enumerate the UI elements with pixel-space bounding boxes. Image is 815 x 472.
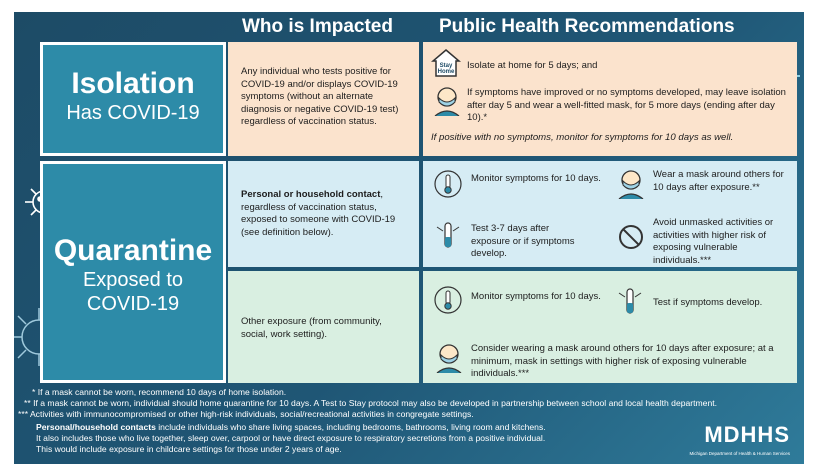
isolation-who-cell [228,42,419,156]
contacts-line-2: It also includes those who live together, sleep over, carpool or have direct exposure to respiratory secretions from a positive individual. [36,433,546,443]
masked-person-icon [433,341,465,373]
q1-mask: Wear a mask around others for 10 days after exposure.** [653,169,784,193]
isolation-subtitle: Has COVID-19 [66,102,200,124]
mdhhs-logo-subtitle: Michigan Department of Health & Human Services [689,451,790,456]
q2-mask: Consider wearing a mask around others for 10 days after exposure; at a minimum, mask in settings with higher risk of exposing vulnerable individuals.*** [471,343,774,379]
contacts-line-1: include individuals who share living spaces, including bedrooms, bathrooms, living room and kitchens. [155,422,546,432]
mdhhs-logo: MDHHS [704,422,790,447]
isolation-label [40,42,226,156]
public-health-header: Public Health Recommendations [439,16,735,37]
test-swab-icon [433,219,463,253]
thermometer-icon [433,285,463,315]
quarantine-label [40,161,226,383]
no-symbol-icon [617,223,645,251]
masked-person-icon [615,167,647,199]
other-exposure-text: Other exposure (from community, social, work setting). [241,316,382,340]
isolation-rec-3: If positive with no symptoms, monitor for symptoms for 10 days as well. [431,132,734,143]
quarantine-subtitle-1: Exposed to [82,269,184,291]
q2-test: Test if symptoms develop. [653,297,763,308]
isolation-rec-1: Isolate at home for 5 days; and [467,60,598,71]
q1-monitor: Monitor symptoms for 10 days. [471,173,601,184]
contacts-line-3: This would include exposure in childcare settings for those under 2 years of age. [36,444,342,454]
infographic [14,12,804,464]
footnote-1: * If a mask cannot be worn, recommend 10 days of home isolation. [32,387,287,397]
household-contact-recommendations-cell [423,161,797,267]
household-contact-text [241,189,411,239]
household-contact-rest: , regardless of vaccination status, exposed to someone with COVID-19 (see definition below). [241,189,396,238]
q1-avoid: Avoid unmasked activities or activities with higher risk of exposing vulnerable individuals.*** [653,217,774,266]
other-exposure-who-cell [228,271,419,383]
stay-home-icon [431,48,461,78]
isolation-rec-2: If symptoms have improved or no symptoms developed, may leave isolation after day 5 and wear a well-fitted mask, for 5 more days (ending after day 10).* [467,87,786,123]
isolation-who-text: Any individual who tests positive for COVID-19 and/or displays COVID-19 symptoms (without an alternate diagnosis or negative COVID-19 test) regardless of vaccination status. [241,66,399,127]
isolation-recommendations-cell [423,42,797,156]
q1-test: Test 3-7 days after exposure or if symptoms develop. [471,223,575,259]
thermometer-icon [433,169,463,199]
masked-person-icon [431,84,463,116]
footnote-2: ** If a mask cannot be worn, individual should home quarantine for 10 days. A Test to Stay protocol may also be developed in partnership between school and local health department. [24,398,718,408]
footnote-3: *** Activities with immunocompromised or other high-risk individuals, social/recreational activities in congregate settings. [18,409,474,419]
contacts-definition [36,422,676,455]
quarantine-subtitle-2: COVID-19 [86,293,180,315]
svg-text:Home: Home [437,69,455,75]
q2-monitor: Monitor symptoms for 10 days. [471,291,601,302]
who-impacted-header: Who is Impacted [242,16,393,37]
svg-text:Stay: Stay [439,63,453,69]
quarantine-title: Quarantine [53,234,213,267]
household-contact-bold: Personal or household contact [241,189,381,200]
other-exposure-recommendations-cell [423,271,797,383]
isolation-title: Isolation [71,67,195,100]
test-swab-icon [615,285,645,319]
contacts-bold: Personal/household contacts [36,422,156,432]
household-contact-who-cell [228,161,419,267]
